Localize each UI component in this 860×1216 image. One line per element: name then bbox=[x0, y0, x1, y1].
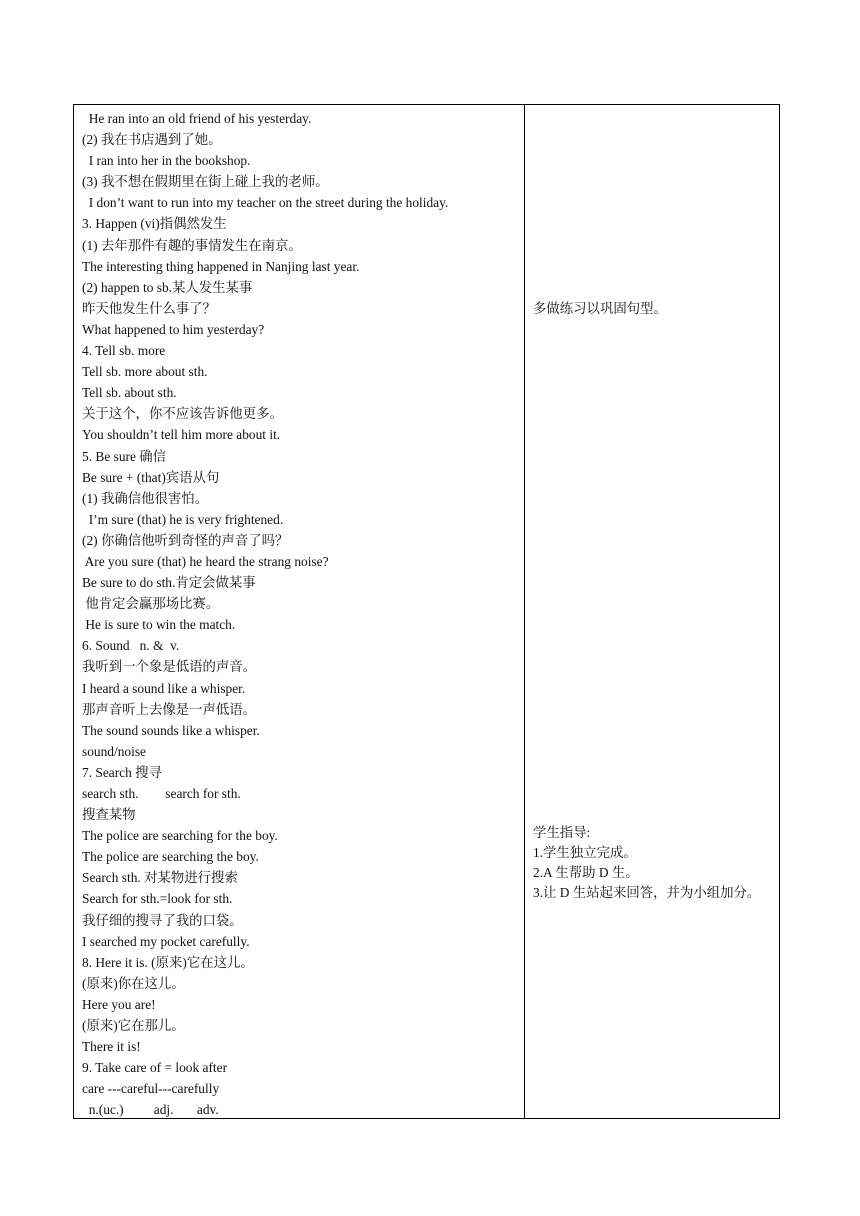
content-line: 6. Sound n. & v. bbox=[82, 638, 180, 654]
lesson-table bbox=[73, 104, 780, 1119]
practice-note: 多做练习以巩固句型。 bbox=[533, 301, 667, 316]
content-line: I ran into her in the bookshop. bbox=[82, 153, 251, 169]
content-line: I heard a sound like a whisper. bbox=[82, 680, 246, 696]
content-line: The sound sounds like a whisper. bbox=[82, 722, 260, 738]
guidance-item: 2.A 生帮助 D 生。 bbox=[533, 865, 639, 880]
guidance-title: 学生指导: bbox=[533, 825, 591, 840]
content-line: You shouldn’t tell him more about it. bbox=[82, 427, 281, 443]
content-line: 他肯定会赢那场比赛。 bbox=[82, 596, 220, 612]
content-line: Be sure to do sth.肯定会做某事 bbox=[82, 575, 256, 591]
content-line: (3) 我不想在假期里在街上碰上我的老师。 bbox=[82, 174, 329, 190]
content-line: (2) 你确信他听到奇怪的声音了吗？ bbox=[82, 532, 289, 548]
content-line: He is sure to win the match. bbox=[82, 617, 236, 633]
content-line: What happened to him yesterday? bbox=[82, 321, 265, 337]
content-line: 7. Search 搜寻 bbox=[82, 764, 162, 780]
content-line: 3. Happen (vi)指偶然发生 bbox=[82, 216, 227, 232]
content-line: Are you sure (that) he heard the strang noise? bbox=[82, 553, 329, 569]
column-divider bbox=[524, 105, 525, 1118]
content-line: Be sure + (that)宾语从句 bbox=[82, 469, 220, 485]
content-line: (原来)你在这儿。 bbox=[82, 975, 185, 991]
content-column bbox=[82, 108, 522, 1121]
content-line: Here you are! bbox=[82, 996, 156, 1012]
content-line: search sth. search for sth. bbox=[82, 786, 241, 801]
content-line: 关于这个，你不应该告诉他更多。 bbox=[82, 406, 283, 422]
content-line: 我听到一个象是低语的声音。 bbox=[82, 659, 257, 675]
content-line: 搜查某物 bbox=[82, 807, 136, 823]
content-line: 我仔细的搜寻了我的口袋。 bbox=[82, 912, 243, 928]
content-line: (原来)它在那儿。 bbox=[82, 1018, 185, 1034]
content-line: n.(uc.) adj. adv. bbox=[82, 1102, 219, 1118]
content-line: Search for sth.=look for sth. bbox=[82, 891, 233, 907]
content-line: (1) 我确信他很害怕。 bbox=[82, 490, 209, 506]
content-line: I searched my pocket carefully. bbox=[82, 933, 250, 949]
content-line: 9. Take care of = look after bbox=[82, 1060, 228, 1076]
content-line: 那声音听上去像是一声低语。 bbox=[82, 701, 257, 717]
content-line: 4. Tell sb. more bbox=[82, 343, 166, 359]
content-line: 8. Here it is. (原来)它在这儿。 bbox=[82, 954, 254, 970]
content-line: sound/noise bbox=[82, 743, 146, 759]
student-guidance bbox=[533, 823, 773, 903]
content-line: He ran into an old friend of his yesterday. bbox=[82, 111, 312, 126]
content-line: The police are searching the boy. bbox=[82, 849, 259, 865]
content-line: care ---careful---carefully bbox=[82, 1081, 220, 1097]
content-line: (2) happen to sb.某人发生某事 bbox=[82, 279, 253, 295]
guidance-item: 1.学生独立完成。 bbox=[533, 845, 637, 860]
content-line: (1) 去年那件有趣的事情发生在南京。 bbox=[82, 237, 302, 253]
content-line: The interesting thing happened in Nanjing last year. bbox=[82, 258, 360, 274]
content-line: Tell sb. more about sth. bbox=[82, 364, 208, 380]
content-line: (2) 我在书店遇到了她。 bbox=[82, 132, 222, 148]
content-line: 5. Be sure 确信 bbox=[82, 448, 167, 464]
content-line: The police are searching for the boy. bbox=[82, 828, 278, 844]
content-line: There it is! bbox=[82, 1039, 141, 1055]
content-line: Tell sb. about sth. bbox=[82, 385, 177, 401]
content-line: I’m sure (that) he is very frightened. bbox=[82, 511, 284, 527]
content-line: 昨天他发生什么事了？ bbox=[82, 300, 216, 316]
content-line: I don’t want to run into my teacher on the street during the holiday. bbox=[82, 195, 449, 211]
content-line: Search sth. 对某物进行搜索 bbox=[82, 870, 238, 886]
guidance-item: 3.让 D 生站起来回答，并为小组加分。 bbox=[533, 885, 761, 900]
